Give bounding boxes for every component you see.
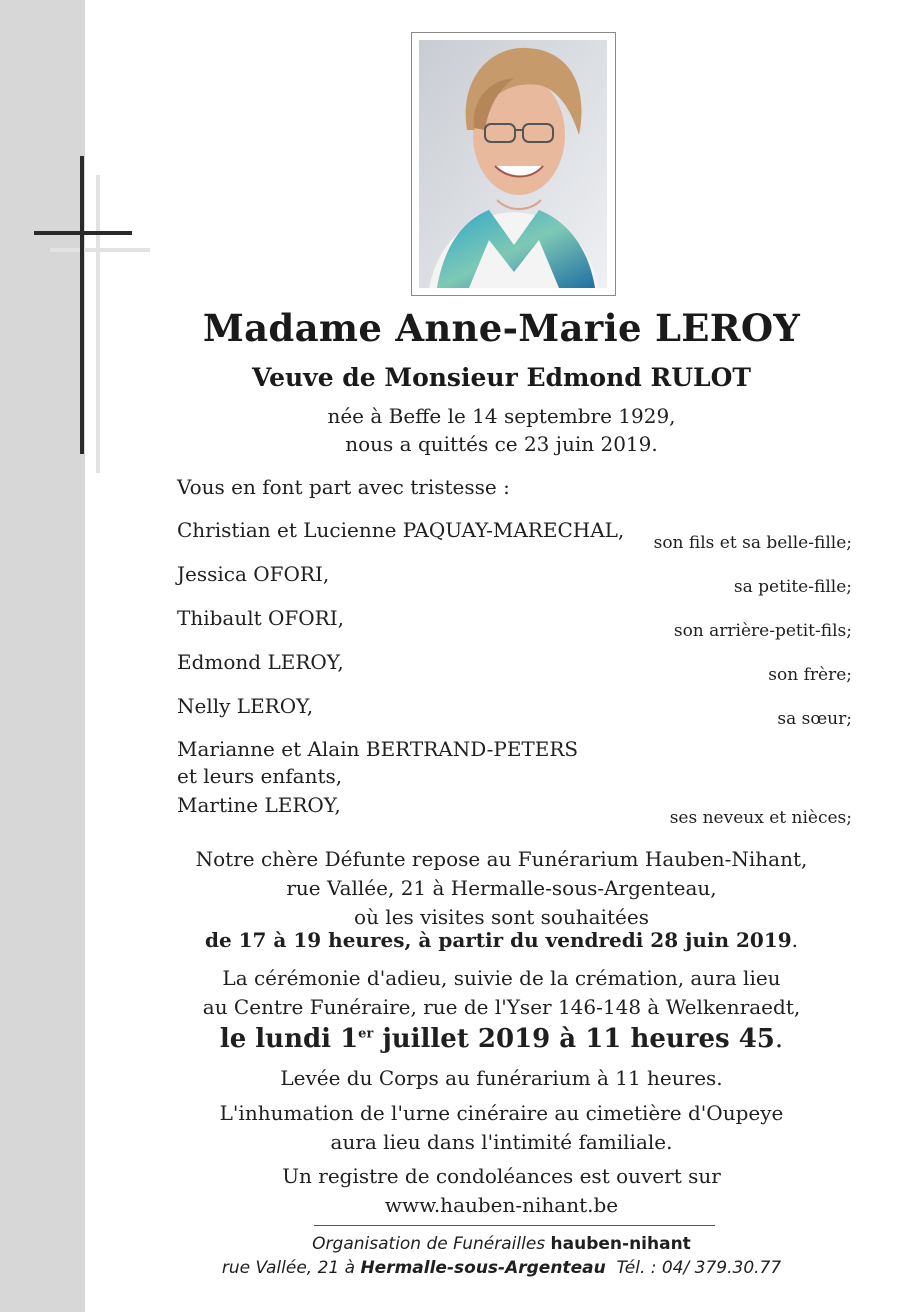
urn-line: aura lieu dans l'intimité familiale. — [330, 1130, 673, 1154]
family-member-relation: ses neveux et nièces; — [669, 808, 852, 828]
family-member-name: Edmond LEROY, — [177, 650, 344, 674]
levee-info: Levée du Corps au funérarium à 11 heures. — [280, 1066, 723, 1090]
visitation-line: Notre chère Défunte repose au Funérarium Hauben-Nihant, — [195, 847, 808, 871]
family-member-name: Christian et Lucienne PAQUAY-MARECHAL, — [177, 518, 625, 542]
family-member-relation: sa petite-fille; — [733, 577, 852, 597]
family-member-name: Thibault OFORI, — [177, 606, 345, 630]
portrait-photo — [411, 32, 616, 296]
register-url[interactable]: www.hauben-nihant.be — [384, 1193, 619, 1217]
deceased-name: Madame Anne-Marie LEROY — [202, 306, 801, 350]
family-member-relation: sa sœur; — [777, 709, 852, 729]
family-member-name: et leurs enfants, — [177, 764, 343, 788]
ceremony-info — [85, 964, 918, 1022]
funeral-organizer: Organisation de Funérailles hauben-nihant — [312, 1234, 691, 1254]
family-member-name: Martine LEROY, — [177, 793, 341, 817]
birth-death-info — [85, 402, 918, 458]
visitation-line: où les visites sont souhaitées — [354, 905, 649, 929]
spouse-line: Veuve de Monsieur Edmond RULOT — [251, 363, 752, 392]
death-line: nous a quittés ce 23 juin 2019. — [345, 432, 658, 456]
family-member-relation: son frère; — [768, 665, 852, 685]
ceremony-line: La cérémonie d'adieu, suivie de la crémation, aura lieu — [222, 966, 781, 990]
ceremony-line: au Centre Funéraire, rue de l'Yser 146-148 à Welkenraedt, — [202, 995, 801, 1019]
brand-name: hauben-nihant — [550, 1234, 691, 1254]
announcement-intro: Vous en font part avec tristesse : — [177, 475, 510, 499]
ceremony-date: le lundi 1er juillet 2019 à 11 heures 45. — [219, 1024, 784, 1054]
register-line: Un registre de condoléances est ouvert sur — [282, 1164, 721, 1188]
visitation-info — [85, 845, 918, 932]
urn-line: L'inhumation de l'urne cinéraire au cimetière d'Oupeye — [219, 1101, 784, 1125]
condolence-register — [85, 1162, 918, 1220]
funeral-address: rue Vallée, 21 à Hermalle-sous-Argenteau Tél. : 04/ 379.30.77 — [221, 1258, 782, 1278]
divider — [314, 1225, 715, 1226]
family-member-name: Marianne et Alain BERTRAND-PETERS — [177, 737, 579, 761]
family-member-relation: son arrière-petit-fils; — [673, 621, 852, 641]
urn-info — [85, 1099, 918, 1157]
family-member-name: Nelly LEROY, — [177, 694, 314, 718]
visitation-line: rue Vallée, 21 à Hermalle-sous-Argenteau, — [286, 876, 717, 900]
birth-line: née à Beffe le 14 septembre 1929, — [327, 404, 676, 428]
family-member-name: Jessica OFORI, — [177, 562, 330, 586]
visitation-hours: de 17 à 19 heures, à partir du vendredi 28 juin 2019. — [204, 928, 799, 952]
family-member-relation: son fils et sa belle-fille; — [653, 533, 852, 553]
